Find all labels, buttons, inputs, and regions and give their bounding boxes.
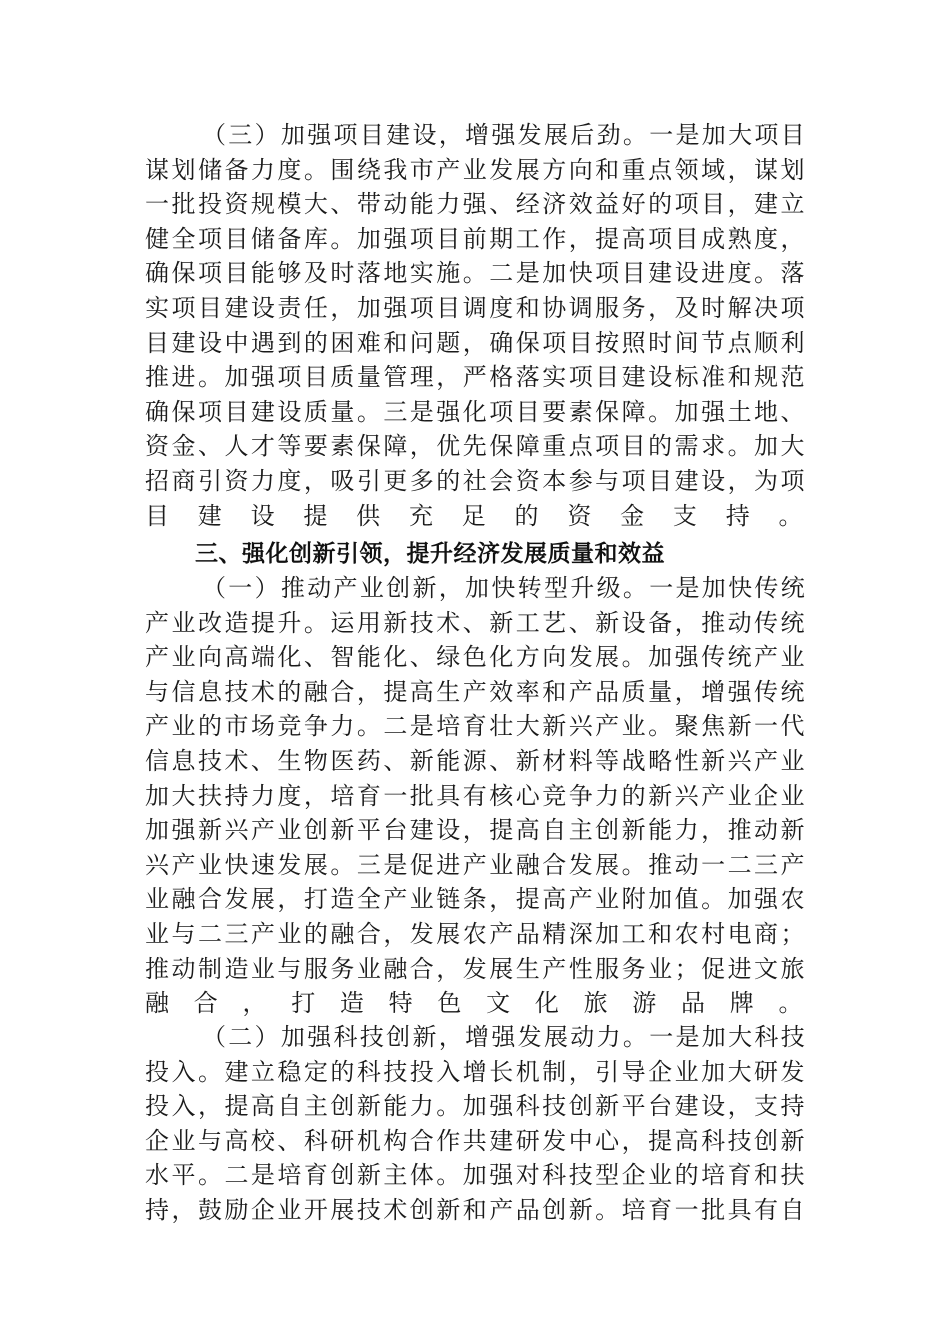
- paragraph-line: 一批投资规模大、带动能力强、经济效益好的项目，建立: [145, 190, 807, 219]
- paragraph-line: 业融合发展，打造全产业链条，提高产业附加值。加强农: [145, 885, 807, 914]
- paragraph-line: 确保项目能够及时落地实施。二是加快项目建设进度。落: [145, 259, 807, 288]
- paragraph-line: （三）加强项目建设，增强发展后劲。一是加大项目: [202, 121, 807, 149]
- paragraph-line: 投入，提高自主创新能力。加强科技创新平台建设，支持: [145, 1092, 807, 1121]
- paragraph-line: 投入。建立稳定的科技投入增长机制，引导企业加大研发: [145, 1057, 807, 1086]
- paragraph-line: 确保项目建设质量。三是强化项目要素保障。加强土地、: [145, 397, 807, 426]
- paragraph-line: 谋划储备力度。围绕我市产业发展方向和重点领域，谋划: [145, 155, 807, 184]
- section-heading: 三、强化创新引领，提升经济发展质量和效益: [195, 541, 665, 567]
- paragraph-line: 水平。二是培育创新主体。加强对科技型企业的培育和扶: [145, 1161, 807, 1190]
- paragraph-industry-innovation: [145, 571, 807, 1021]
- paragraph-line: 加大扶持力度，培育一批具有核心竞争力的新兴产业企业: [145, 781, 807, 810]
- paragraph-line: 资金、人才等要素保障，优先保障重点项目的需求。加大: [145, 432, 807, 461]
- paragraph-line: 持，鼓励企业开展技术创新和产品创新。培育一批具有自: [145, 1195, 807, 1224]
- paragraph-line: 产业改造提升。运用新技术、新工艺、新设备，推动传统: [145, 608, 807, 637]
- paragraph-line: 目建设提供充足的资金支持。: [145, 501, 807, 530]
- paragraph-line: 与信息技术的融合，提高生产效率和产品质量，增强传统: [145, 677, 807, 706]
- paragraph-line: 健全项目储备库。加强项目前期工作，提高项目成熟度，: [145, 224, 807, 253]
- paragraph-line: 融合，打造特色文化旅游品牌。: [145, 989, 807, 1018]
- paragraph-line: 加强新兴产业创新平台建设，提高自主创新能力，推动新: [145, 816, 807, 845]
- paragraph-line: （二）加强科技创新，增强发展动力。一是加大科技: [202, 1023, 807, 1051]
- paragraph-line: 产业向高端化、智能化、绿色化方向发展。加强传统产业: [145, 643, 807, 672]
- paragraph-tech-innovation: [145, 1020, 807, 1228]
- paragraph-line: 产业的市场竞争力。二是培育壮大新兴产业。聚焦新一代: [145, 712, 807, 741]
- paragraph-line: 实项目建设责任，加强项目调度和协调服务，及时解决项: [145, 293, 807, 322]
- paragraph-line: 信息技术、生物医药、新能源、新材料等战略性新兴产业: [145, 746, 807, 775]
- paragraph-line: 业与二三产业的融合，发展农产品精深加工和农村电商；: [145, 919, 807, 948]
- paragraph-line: 推进。加强项目质量管理，严格落实项目建设标准和规范: [145, 363, 807, 392]
- paragraph-line: 企业与高校、科研机构合作共建研发中心，提高科技创新: [145, 1126, 807, 1155]
- paragraph-line: 推动制造业与服务业融合，发展生产性服务业；促进文旅: [145, 954, 807, 983]
- paragraph-project-construction: [145, 118, 807, 533]
- paragraph-line: 兴产业快速发展。三是促进产业融合发展。推动一二三产: [145, 850, 807, 879]
- paragraph-line: （一）推动产业创新，加快转型升级。一是加快传统: [202, 574, 807, 602]
- paragraph-line: 目建设中遇到的困难和问题，确保项目按照时间节点顺利: [145, 328, 807, 357]
- paragraph-line: 招商引资力度，吸引更多的社会资本参与项目建设，为项: [145, 466, 807, 495]
